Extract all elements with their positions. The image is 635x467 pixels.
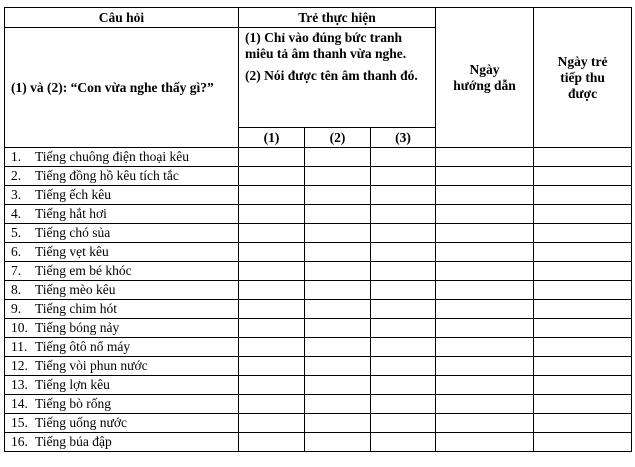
assessment-table: [4, 7, 632, 452]
check-cell-1[interactable]: [239, 262, 305, 281]
item-label: [5, 167, 239, 186]
item-label: [5, 186, 239, 205]
sub-column-2: (2): [305, 128, 371, 148]
item-text: Tiếng bò rống: [35, 396, 112, 411]
performance-instructions: [239, 28, 436, 128]
table-row: [5, 281, 632, 300]
check-cell-3[interactable]: [371, 395, 436, 414]
item-number: 14.: [11, 396, 28, 411]
date-guided-cell[interactable]: [436, 300, 534, 319]
item-label: [5, 395, 239, 414]
item-text: Tiếng đồng hồ kêu tích tắc: [35, 168, 179, 183]
check-cell-1[interactable]: [239, 319, 305, 338]
date-received-cell[interactable]: [534, 167, 632, 186]
question-text: (1) và (2): “Con vừa nghe thấy gì?”: [5, 28, 239, 148]
check-cell-2[interactable]: [305, 319, 371, 338]
item-label: [5, 205, 239, 224]
date-received-cell[interactable]: [534, 376, 632, 395]
check-cell-3[interactable]: [371, 300, 436, 319]
check-cell-2[interactable]: [305, 262, 371, 281]
date-guided-cell[interactable]: [436, 243, 534, 262]
item-text: Tiếng uống nước: [35, 415, 127, 430]
date-guided-cell[interactable]: [436, 224, 534, 243]
table-row: [5, 395, 632, 414]
check-cell-2[interactable]: [305, 224, 371, 243]
item-number: 3.: [11, 187, 22, 202]
date-received-header: [534, 8, 632, 148]
check-cell-3[interactable]: [371, 433, 436, 452]
item-number: 4.: [11, 206, 22, 221]
table-row: [5, 414, 632, 433]
item-label: [5, 281, 239, 300]
date-guided-cell[interactable]: [436, 338, 534, 357]
item-number: 12.: [11, 358, 28, 373]
check-cell-3[interactable]: [371, 414, 436, 433]
table-row: [5, 224, 632, 243]
table-row: [5, 300, 632, 319]
date-received-cell[interactable]: [534, 414, 632, 433]
instruction-2: (2) Nói được tên âm thanh đó.: [245, 68, 418, 83]
item-text: Tiếng hắt hơi: [35, 206, 107, 221]
check-cell-2[interactable]: [305, 357, 371, 376]
date-received-cell[interactable]: [534, 186, 632, 205]
check-cell-3[interactable]: [371, 186, 436, 205]
check-cell-3[interactable]: [371, 167, 436, 186]
date-received-cell[interactable]: [534, 319, 632, 338]
item-number: 10.: [11, 320, 28, 335]
check-cell-1[interactable]: [239, 433, 305, 452]
table-row: [5, 186, 632, 205]
date-guided-cell[interactable]: [436, 205, 534, 224]
check-cell-1[interactable]: [239, 395, 305, 414]
date-guided-cell[interactable]: [436, 414, 534, 433]
item-number: 5.: [11, 225, 22, 240]
check-cell-3[interactable]: [371, 357, 436, 376]
date-received-cell[interactable]: [534, 262, 632, 281]
check-cell-2[interactable]: [305, 243, 371, 262]
check-cell-2[interactable]: [305, 300, 371, 319]
date-guided-header: [436, 8, 534, 148]
item-label: [5, 224, 239, 243]
check-cell-3[interactable]: [371, 243, 436, 262]
item-number: 7.: [11, 263, 22, 278]
check-cell-1[interactable]: [239, 281, 305, 300]
item-number: 11.: [11, 339, 28, 354]
sub-column-3: (3): [371, 128, 436, 148]
item-label: [5, 319, 239, 338]
date-received-line1: Ngày trẻ: [557, 53, 608, 69]
check-cell-2[interactable]: [305, 338, 371, 357]
item-label: [5, 414, 239, 433]
date-received-cell[interactable]: [534, 395, 632, 414]
check-cell-1[interactable]: [239, 205, 305, 224]
item-text: Tiếng bóng nảy: [35, 320, 120, 335]
check-cell-3[interactable]: [371, 376, 436, 395]
date-guided-line2: hướng dẫn: [453, 77, 516, 93]
check-cell-1[interactable]: [239, 148, 305, 167]
item-label: [5, 376, 239, 395]
table-row: [5, 319, 632, 338]
table-row: [5, 167, 632, 186]
check-cell-1[interactable]: [239, 224, 305, 243]
date-guided-cell[interactable]: [436, 433, 534, 452]
check-cell-2[interactable]: [305, 148, 371, 167]
item-number: 1.: [11, 149, 22, 164]
item-number: 2.: [11, 168, 22, 183]
item-number: 15.: [11, 415, 28, 430]
instruction-1: (1) Chỉ vào đúng bức tranh miêu tả âm thanh vừa nghe.: [245, 30, 407, 61]
table-row: [5, 357, 632, 376]
item-number: 13.: [11, 377, 28, 392]
item-number: 6.: [11, 244, 22, 259]
check-cell-3[interactable]: [371, 281, 436, 300]
date-received-cell[interactable]: [534, 205, 632, 224]
check-cell-3[interactable]: [371, 338, 436, 357]
check-cell-1[interactable]: [239, 338, 305, 357]
check-cell-2[interactable]: [305, 376, 371, 395]
check-cell-1[interactable]: [239, 376, 305, 395]
date-received-cell[interactable]: [534, 433, 632, 452]
table-row: [5, 205, 632, 224]
item-text: Tiếng ôtô nổ máy: [35, 339, 131, 354]
check-cell-3[interactable]: [371, 148, 436, 167]
item-label: [5, 357, 239, 376]
item-number: 8.: [11, 282, 22, 297]
date-received-cell[interactable]: [534, 224, 632, 243]
check-cell-2[interactable]: [305, 205, 371, 224]
check-cell-3[interactable]: [371, 319, 436, 338]
table-row: [5, 262, 632, 281]
check-cell-2[interactable]: [305, 167, 371, 186]
item-number: 9.: [11, 301, 22, 316]
item-text: Tiếng chó sủa: [35, 225, 111, 240]
check-cell-3[interactable]: [371, 224, 436, 243]
date-received-cell[interactable]: [534, 338, 632, 357]
performance-column-header: Trẻ thực hiện: [239, 8, 436, 28]
item-label: [5, 243, 239, 262]
date-guided-cell[interactable]: [436, 167, 534, 186]
date-guided-cell[interactable]: [436, 262, 534, 281]
check-cell-2[interactable]: [305, 433, 371, 452]
table-row: [5, 243, 632, 262]
check-cell-1[interactable]: [239, 357, 305, 376]
item-text: Tiếng vẹt kêu: [35, 244, 109, 259]
table-row: [5, 433, 632, 452]
item-text: Tiếng búa đập: [35, 434, 112, 449]
date-guided-cell[interactable]: [436, 148, 534, 167]
date-received-line2: tiếp thu: [560, 69, 605, 85]
date-guided-cell[interactable]: [436, 281, 534, 300]
check-cell-1[interactable]: [239, 186, 305, 205]
item-label: [5, 433, 239, 452]
check-cell-1[interactable]: [239, 167, 305, 186]
check-cell-2[interactable]: [305, 414, 371, 433]
date-guided-cell[interactable]: [436, 357, 534, 376]
check-cell-3[interactable]: [371, 205, 436, 224]
item-label: [5, 148, 239, 167]
item-number: 16.: [11, 434, 28, 449]
item-text: Tiếng vòi phun nước: [35, 358, 148, 373]
item-text: Tiếng ếch kêu: [35, 187, 111, 202]
check-cell-2[interactable]: [305, 186, 371, 205]
item-label: [5, 300, 239, 319]
date-guided-cell[interactable]: [436, 186, 534, 205]
item-label: [5, 262, 239, 281]
check-cell-2[interactable]: [305, 395, 371, 414]
check-cell-3[interactable]: [371, 262, 436, 281]
item-text: Tiếng chuông điện thoại kêu: [35, 149, 189, 164]
check-cell-2[interactable]: [305, 281, 371, 300]
date-guided-cell[interactable]: [436, 395, 534, 414]
item-text: Tiếng lợn kêu: [35, 377, 110, 392]
date-received-cell[interactable]: [534, 281, 632, 300]
date-received-cell[interactable]: [534, 243, 632, 262]
item-text: Tiếng mèo kêu: [35, 282, 116, 297]
item-label: [5, 338, 239, 357]
date-guided-cell[interactable]: [436, 376, 534, 395]
check-cell-1[interactable]: [239, 300, 305, 319]
date-received-line3: được: [567, 85, 598, 101]
item-text: Tiếng em bé khóc: [35, 263, 132, 278]
date-received-cell[interactable]: [534, 357, 632, 376]
date-received-cell[interactable]: [534, 148, 632, 167]
table-row: [5, 148, 632, 167]
check-cell-1[interactable]: [239, 243, 305, 262]
date-guided-cell[interactable]: [436, 319, 534, 338]
date-guided-line1: Ngày: [469, 61, 500, 77]
check-cell-1[interactable]: [239, 414, 305, 433]
date-received-cell[interactable]: [534, 300, 632, 319]
item-text: Tiếng chim hót: [35, 301, 118, 316]
sub-column-1: (1): [239, 128, 305, 148]
question-column-header: Câu hỏi: [5, 8, 239, 28]
table-row: [5, 338, 632, 357]
table-row: [5, 376, 632, 395]
